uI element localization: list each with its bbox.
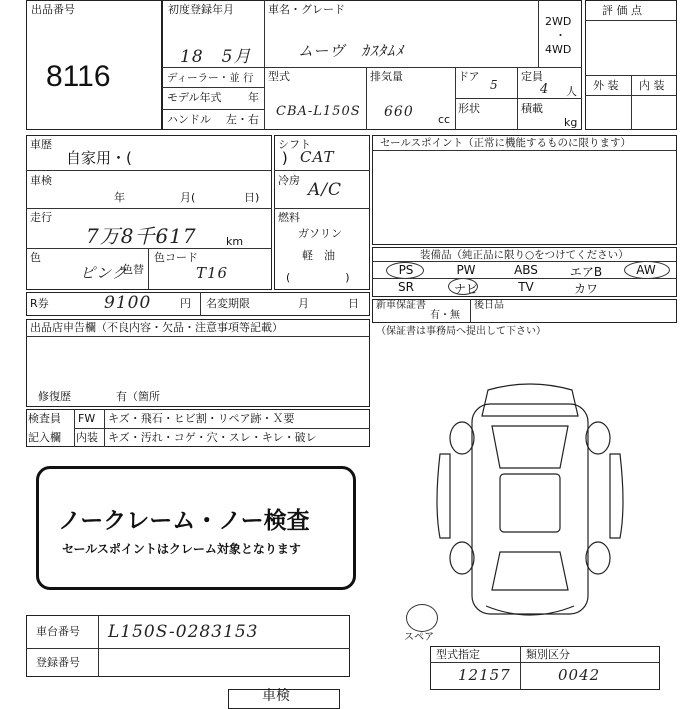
registration-label: 登録番号 — [36, 656, 80, 669]
no-claim-subtitle: セールスポイントはクレーム対象となります — [62, 542, 301, 556]
displacement-value: 660 — [384, 104, 414, 120]
fuel-paren: ( ) — [286, 271, 350, 284]
load-unit: kg — [564, 116, 578, 129]
color-value: ピンク — [80, 264, 128, 282]
equipment-label: 装備品（純正品に限り○をつけてください） — [420, 249, 629, 261]
equipment-item: ナビ — [453, 282, 478, 296]
equip-ps-circle — [386, 262, 424, 279]
spare-label: スペア — [404, 632, 434, 643]
recycle-unit: 円 — [180, 297, 191, 310]
equipment-item: TV — [518, 280, 534, 294]
inspector-int: 内装 — [76, 431, 98, 444]
model-label: 型式 — [268, 70, 290, 83]
color-label: 色 — [30, 251, 41, 264]
history-label: 車歴 — [30, 138, 52, 151]
category-label: 類別区分 — [526, 648, 570, 661]
inspection-year: 年 — [114, 191, 125, 204]
car-name-value: ムーヴ ｶｽﾀﾑﾒ — [298, 42, 404, 60]
door-label: ドア — [458, 70, 480, 83]
model-value: CBA-L150S — [276, 104, 361, 119]
capacity-label: 定員 — [521, 70, 543, 83]
new-warranty-label: 新車保証書 — [376, 300, 426, 311]
bottom-stamp-text: 車検 — [262, 688, 290, 704]
category-value: 0042 — [558, 666, 601, 684]
equip-aw-circle — [624, 261, 670, 279]
inspector-int-text: キズ・汚れ・コゲ・穴・スレ・キレ・破レ — [108, 431, 317, 444]
first-reg-label: 初度登録年月 — [168, 3, 234, 16]
equipment-item: PW — [456, 263, 476, 277]
name-change-label: 名変期限 — [206, 297, 250, 310]
load-label: 積載 — [521, 102, 543, 115]
type-designation-value: 12157 — [458, 666, 511, 684]
equipment-item: カワ — [573, 282, 598, 296]
equipment-item: エアB — [569, 265, 603, 279]
displacement-label: 排気量 — [370, 70, 403, 83]
recycle-label: R券 — [30, 297, 49, 310]
drive-2wd: 2WD — [545, 15, 572, 28]
shape-label: 形状 — [458, 102, 480, 115]
fuel-gas: ガソリン — [298, 227, 342, 240]
equip-navi-circle — [448, 278, 478, 295]
new-warranty-value: 有・無 — [430, 310, 460, 321]
drive-4wd: 4WD — [545, 43, 572, 56]
repaint-label: 色替 — [122, 263, 144, 276]
first-reg-value: 18 5月 — [180, 47, 252, 67]
capacity-value: 4 — [540, 82, 550, 97]
mileage-unit: km — [226, 235, 244, 248]
recycle-box — [26, 292, 370, 316]
handle-label: ハンドル — [167, 113, 211, 126]
chassis-label: 車台番号 — [36, 625, 80, 638]
recycle-value: 9100 — [104, 293, 152, 313]
fuel-diesel: 軽 油 — [302, 249, 335, 262]
car-name-label: 車名・グレード — [268, 3, 345, 16]
model-year-unit: 年 — [248, 91, 259, 104]
handle-lr: 左・右 — [226, 113, 259, 126]
color-code-label: 色コード — [154, 251, 198, 264]
eval-exterior: 外 装 — [593, 79, 619, 92]
post-item-label: 後日品 — [474, 300, 504, 311]
inspector-fw-text: キズ・飛石・ヒビ割・リペア跡・Ｘ要 — [108, 412, 295, 425]
equipment-item: ABS — [514, 263, 538, 277]
fuel-label: 燃料 — [278, 211, 300, 224]
repair-value: 有（箇所 — [116, 390, 160, 403]
inspection-month: 月( — [180, 191, 196, 204]
inspector-label-1: 検査員 — [28, 412, 61, 425]
inspector-fw: FW — [78, 412, 96, 425]
inspector-label-2: 記入欄 — [28, 431, 61, 444]
inspection-day: 日) — [244, 191, 260, 204]
shift-value: CAT — [300, 148, 335, 166]
lot-number-value: 8116 — [46, 60, 111, 93]
equipment-item: PS — [398, 263, 414, 277]
sales-point-label: セールスポイント（正常に機能するものに限ります） — [380, 137, 632, 149]
sales-point-box — [372, 135, 677, 245]
color-code-value: T16 — [196, 264, 229, 282]
eval-interior: 内 装 — [639, 79, 665, 92]
dealer-label: ディーラー・並 行 — [167, 72, 254, 84]
displacement-unit: cc — [438, 113, 451, 126]
name-change-day: 日 — [348, 297, 359, 310]
name-change-month: 月 — [298, 297, 309, 310]
mileage-value: 7万8千617 — [86, 224, 197, 248]
capacity-unit: 人 — [566, 85, 577, 98]
warranty-note: （保証書は事務局へ提出して下さい） — [376, 326, 546, 337]
equipment-item: AW — [636, 263, 656, 277]
door-value: 5 — [490, 78, 499, 92]
eval-label: 評 価 点 — [602, 4, 642, 17]
ac-label: 冷房 — [278, 174, 300, 187]
inspection-label: 車検 — [30, 174, 52, 187]
drive-dot: ・ — [555, 29, 566, 42]
car-diagram — [400, 376, 660, 636]
spare-tire-icon — [406, 604, 438, 632]
mileage-label: 走行 — [30, 211, 52, 224]
model-year-label: モデル年式 — [167, 91, 222, 104]
no-claim-title: ノークレーム・ノー検査 — [58, 508, 310, 534]
lot-number-label: 出品番号 — [31, 3, 75, 16]
history-value: 自家用・( ) — [66, 149, 288, 167]
shift-label: シフト — [278, 138, 311, 151]
ac-value: A/C — [308, 180, 343, 200]
chassis-value: L150S-0283153 — [108, 622, 259, 642]
seller-report-label: 出品店申告欄（不良内容・欠品・注意事項等記載） — [30, 321, 283, 334]
equipment-item: SR — [398, 280, 414, 294]
repair-label: 修復歴 — [38, 390, 71, 403]
type-designation-label: 型式指定 — [436, 648, 480, 661]
